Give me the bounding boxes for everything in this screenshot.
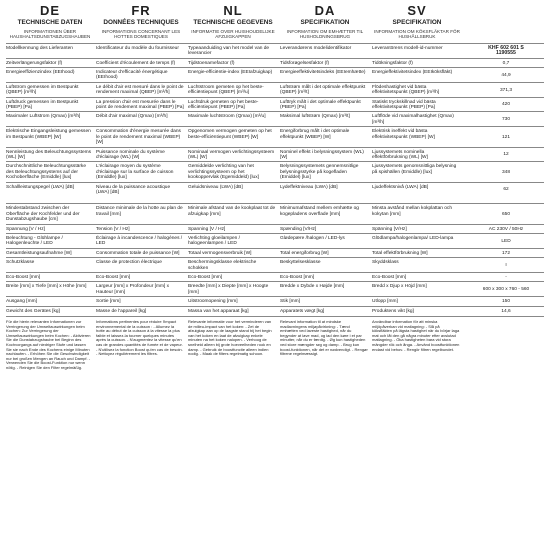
spec-label: Nennleistung des Beleuchtungssystems (WL) [W]: [6, 149, 92, 160]
spec-label: Beleuchtung - Glühlampe / Halogenleuchte / LED: [6, 235, 63, 247]
spec-label: Spanning [V / Hz]: [188, 226, 226, 232]
spec-label: Energiforbrug målt i det optimale effektpunkt (WBEP) [W]: [280, 129, 350, 140]
spec-row: [6, 111, 544, 126]
spec-row: [6, 281, 544, 296]
spec-row: [6, 224, 544, 233]
spec-value: 348: [501, 169, 510, 175]
language-code: DE: [39, 3, 61, 18]
spec-label: Consommation d'énergie mesurée dans le point de rendement maximal (WBEP) [W]: [96, 129, 181, 146]
spec-label: Le débit d'air est mesuré dans le point de rendement maximal (QBEP) [m³/h]: [96, 84, 184, 96]
spec-label: Utlopp [mm]: [372, 299, 398, 305]
spec-label: Glødepære /halogen / LED-lys: [280, 235, 345, 241]
spec-label: Skyddsklass: [372, 260, 399, 266]
language-code: DA: [314, 3, 336, 18]
section-title: DONNÉES TECHNIQUES: [103, 19, 179, 26]
spec-label: Uitstroomopening [mm]: [188, 299, 238, 305]
spec-label: Zeitverlängerungsfaktor (f): [6, 60, 63, 66]
spec-label: Elektrische Eingangsleistung gemessen im Bestpunkt (WBEP) [W]: [6, 129, 91, 140]
spec-value: AC 230V / 50Hz: [488, 226, 524, 232]
language-header-de: [6, 4, 94, 40]
footnote-text: Användbar information för att minska miljöpåverkan vid matlagning: - Slå på köksfläkten på lägsta hastighet när du börjar laga mat och låt den gå några minuter efter avslutad matlagning. - Öka hastigheten bara vid stora mängder rök och ånga. - Använd boostfunktionen endast vid behov. - Rengör filtren regelbundet.: [372, 319, 460, 352]
spec-label: Tidsforøgelsesfaktor (f): [280, 60, 330, 66]
spec-label: Distance minimale de la hotte au plan de travail [mm]: [96, 206, 183, 217]
spec-label: Identificateur du modèle du fournisseur: [96, 45, 179, 51]
spec-label: Geluidsniveau (LWA) [dB]: [188, 184, 243, 190]
spec-label: Gewicht des Gerätes [kg]: [6, 308, 60, 314]
section-subtitle: INFORMATIONEN ÜBER HAUSHALTSDUNSTABZUGSHAUBEN: [9, 29, 91, 40]
spec-label: Energieeffektivitetsindeks (EEIemhætte): [280, 70, 366, 76]
spec-label: Breite [mm] x Tiefe [mm] x Höhe [mm]: [6, 284, 87, 290]
spec-label: Total energiforbrug [W]: [280, 250, 329, 256]
spec-label: Bredd x Djup x Höjd [mm]: [372, 284, 427, 290]
spec-label: Luftstrøm målt i det optimale effektpunkt (QBEP) [m³/t]: [280, 84, 366, 96]
spec-row: [6, 203, 544, 223]
spec-value: I: [505, 262, 507, 268]
spec-label: Elektrisk ineffekt vid bästa effektivitetspunkt (WBEP) [W]: [372, 129, 435, 140]
spec-row: [6, 272, 544, 281]
spec-label: Masse de l'appareil [kg]: [96, 308, 147, 314]
spec-label: Spannung [V / Hz]: [6, 226, 45, 232]
spec-label: Maximale luchtstroom (Qmax) [m³/u]: [188, 114, 266, 120]
spec-label: Tijdstoenamefactor (f): [188, 60, 235, 66]
footnote-text: Für die hierin relevanten Informationen zur Verringerung der Umweltauswirkungen beim Kochen: Zur Verringerung der Umweltauswirkungen beim Kochen: - Aktivieren Sie die Dunstabzugshaube bei Beginn des Kochvorgangs auf niedriger Stufe und lassen Sie sie nach Ende des Kochens einige Minuten nachlaufen. - Erhöhen Sie die Geschwindigkeit nur bei großen Mengen an Rauch und Dampf. - Verwenden Sie die Boost-Funktion nur wenn nötig. - Reinigen Sie den Filter regelmäßig.: [6, 319, 91, 370]
spec-value: 121: [501, 134, 510, 140]
spec-label: Statiskt tryckskillnad vid bästa effektivitetspunkt (PBEP) [Pa]: [372, 99, 436, 111]
section-subtitle: INFORMATIONS CONCERNANT LES HOTTES DOMESTIQUES: [101, 29, 181, 40]
spec-label: Beskyttelsesklasse: [280, 260, 321, 266]
language-header-sv: [372, 4, 462, 40]
language-code: SV: [407, 3, 427, 18]
spec-label: Leverandørens modelidentifikator: [280, 45, 352, 51]
spec-label: Luftdruck gemessen im Bestpunkt (PBEP) [Pa]: [6, 99, 79, 111]
spec-label: Spænding [V/Hz]: [280, 226, 317, 232]
section-title: SPECIFIKATION: [392, 19, 442, 26]
spec-label: Verlichting gloeilampen / halogeenlampen / LED: [188, 235, 240, 247]
spec-label: Bredde x Dybde x Højde [mm]: [280, 284, 345, 290]
spec-row: [6, 58, 544, 67]
spec-value: 0,7: [502, 60, 510, 66]
spec-label: Leverantörens modell-id-nummer: [372, 45, 443, 51]
spec-label: Maksimal luftstrøm (Qmax) [m³/t]: [280, 114, 350, 120]
spec-value: LED: [501, 238, 511, 244]
spec-table: [6, 43, 544, 315]
spec-label: Minimale afstand van de kookplaat tot de afzuigkap [mm]: [188, 206, 276, 217]
section-title: TECHNISCHE DATEN: [17, 19, 83, 26]
spec-label: Durchschnittliche Beleuchtungsstärke des Beleuchtungssystems auf der Kochoberfläche (Emiddle) [lux]: [6, 164, 86, 181]
spec-value: 730: [501, 117, 510, 123]
spec-label: Gemiddelde verlichting van het verlichtingssysteem op het kookoppervlak (Egemiddeld) [lux]: [188, 164, 259, 181]
spec-label: La pression d'air est mesurée dans le point de rendement maximal (PBEP) [Pa]: [96, 99, 184, 111]
footnote-text: Relevante informatie voor het verminderen van de milieu-impact van het koken: - Zet de afzuigkap aan op de laagste stand bij het begin van het koken en laat de afzuigkap enkele minuten na het koken nalopen. - Verhoog de snelheid alleen bij grote hoeveelheden rook en damp. - Gebruik de boostfunctie alleen indien nodig. - Maak de filters regelmatig schoon.: [188, 319, 272, 357]
spec-row: [6, 233, 544, 248]
spec-label: Tidökningsfaktor (f): [372, 60, 413, 66]
spec-label: Apparatets vægt [kg]: [280, 308, 325, 314]
spec-label: Maximaler Luftstrom (Qmax) [m³/h]: [6, 114, 81, 120]
section-subtitle: INFORMATION OM KÖKSFLÄKTAR FÖR HUSHÅLLSBRUK: [374, 29, 460, 40]
spec-label: Energieeffizienzindex (EEIhood): [6, 70, 75, 76]
spec-value: 650: [501, 211, 510, 217]
spec-row: [6, 97, 544, 112]
spec-row: [6, 257, 544, 272]
spec-label: Lydeffektniveau (LWA) [dB]: [280, 184, 338, 190]
spec-value: 14,6: [501, 308, 511, 314]
footnote-text: Informations pertinentes pour réduire l'impact environnemental de la cuisson : - Allumez la hotte au début de la cuisson à la vitesse la plus faible et laissez-la tourner quelques minutes après la cuisson. - N'augmentez la vitesse qu'en cas de grandes quantités de fumée et de vapeur. - N'utilisez la fonction Boost qu'en cas de besoin. - Nettoyez régulièrement les filtres.: [96, 319, 183, 357]
spec-label: Total effektförbrukning [W]: [372, 250, 428, 256]
spec-label: Energie-efficiëntie-index (EEIafzuigkap): [188, 70, 273, 76]
spec-value: 44,9: [501, 72, 511, 78]
spec-label: Glödlampa/halogenlampa/ LED-lampa: [372, 235, 454, 241]
spec-value: 12: [503, 152, 509, 158]
spec-row: [6, 248, 544, 257]
spec-label: Beschermingsklasse elektrische schokken: [188, 260, 257, 271]
spec-label: Luftflöde vid maximalhastighet (Qmax) [m³/h]: [372, 114, 454, 125]
spec-label: Produktens vikt [kg]: [372, 308, 414, 314]
language-code: NL: [223, 3, 243, 18]
spec-label: Eco-Boost [mm]: [96, 275, 131, 280]
spec-label: Tension [V / Hz]: [96, 226, 130, 232]
spec-label: Schallleistungspegel (LWA) [dB]: [6, 184, 74, 190]
spec-label: Nominaal vermogen verlichtingssysteem (WL) [W]: [188, 149, 275, 160]
spec-label: Luftstrom gemessen im Bestpunkt (QBEP) [m³/h]: [6, 84, 79, 96]
spec-label: L'éclairage moyen du système d'éclairage sur la surface de cuisson (Emiddle) [lux]: [96, 164, 174, 181]
spec-row: [6, 43, 544, 58]
footnotes: [6, 316, 544, 372]
spec-label: Belysningssystemets gennemsnitlige belysningsstyrke på kogefladen (Emiddel) [lux]: [280, 164, 359, 181]
spec-row: [6, 182, 544, 197]
spec-label: Schutzklasse: [6, 260, 35, 266]
spec-value: 62: [503, 187, 509, 193]
spec-label: Ausgang [mm]: [6, 299, 37, 305]
spec-label: Nominel effekt i belysningssystem (WL) [W]: [280, 149, 364, 160]
header-spacer: [464, 4, 550, 40]
spec-label: Eco-Boost [mm]: [6, 275, 41, 280]
spec-label: Eco-Boost [mm]: [280, 275, 315, 280]
spec-label: Mindestabstand zwischen der Oberfläche der Kochfelder und der Dunstabzugshaube [cm]: [6, 206, 80, 223]
spec-label: Minsta avstånd mellan kokplattan och kokytan [mm]: [372, 206, 452, 217]
section-gap: [6, 196, 544, 203]
spec-label: Energieffektivitetsindex (EEIköksfläkt): [372, 70, 453, 76]
spec-label: Ljussystemets nominella effektförbrukning (WL) [W]: [372, 149, 428, 160]
spec-label: Consommation totale de puissance [W]: [96, 250, 180, 256]
spec-label: Spänning [V/Hz]: [372, 226, 407, 232]
spec-row: [6, 82, 544, 97]
spec-value: 172: [501, 250, 510, 256]
language-header-da: [280, 4, 370, 40]
spec-row: [6, 147, 544, 162]
spec-row: [6, 161, 544, 181]
spec-label: Coefficient d'écoulement de temps (f): [96, 60, 176, 66]
spec-label: Ljudeffektsnivå (LWA) [dB]: [372, 184, 429, 190]
spec-row: [6, 67, 544, 82]
spec-label: Puissance nominale du système d'éclairage (WL) [W]: [96, 149, 165, 160]
spec-label: Ljussystemets genomsnittliga belysning på spishällen (Emiddle) [lux]: [372, 164, 457, 175]
spec-value: 600 x 300 x 760 - 560: [482, 287, 530, 293]
spec-label: Sortie [mm]: [96, 299, 121, 305]
spec-value: 371,3: [499, 87, 512, 93]
spec-label: Eco-Boost [mm]: [372, 275, 407, 280]
language-code: FR: [131, 3, 151, 18]
spec-label: Breedte [mm] x Diepte [mm] x Hoogte [mm]: [188, 284, 269, 295]
language-header-fr: [96, 4, 186, 40]
spec-row: [6, 296, 544, 305]
spec-value: 150: [501, 299, 510, 305]
header-row: [6, 4, 544, 40]
spec-label: Opgenomen vermogen gemeten op het beste-efficiëntiepunt (WBEP) [W]: [188, 129, 272, 140]
section-subtitle: INFORMATIE OVER HUISHOUDELIJKE AFZUIGKAPPEN: [191, 29, 275, 40]
spec-label: Niveau de la puissance acoustique (LWA) [dB]: [96, 184, 171, 195]
spec-value: -: [505, 275, 507, 280]
footnote-text: Relevant information til at mindske madlavningens miljøpåvirkning: - Tænd emhætten ved laveste hastighed, når du begynder at lave mad, og lad den køre i et par minutter, når du er færdig. - Øg kun hastigheden ved store mængder røg og damp. - Brug kun boost-funktionen, når det er nødvendigt. - Rengør filtrene regelmæssigt.: [280, 319, 368, 357]
language-header-nl: [188, 4, 278, 40]
spec-label: Classe de protection électrique: [96, 260, 162, 266]
section-title: SPECIFIKATION: [300, 19, 350, 26]
section-title: TECHNISCHE GEGEVENS: [193, 19, 273, 26]
spec-label: Totaal vermogensverbruik [W]: [188, 250, 252, 256]
spec-row: [6, 126, 544, 146]
spec-label: Flödeshastighet vid bästa effektivitetspunkt (QBEP) [m³/h]: [372, 84, 440, 96]
spec-label: Éclairage à incandescence / halogènes / LED: [96, 235, 183, 247]
spec-label: Indicateur d'efficacité énergétique (EEIhood): [96, 70, 168, 81]
spec-value: 420: [501, 102, 510, 108]
spec-label: Typeaanduiding van het model van de leverancier: [188, 45, 270, 57]
spec-value: KHF 602 601 S 1190555: [488, 44, 524, 57]
spec-label: Minimumafstand mellem emhætte og kogepladens overflade [mm]: [280, 206, 359, 217]
spec-label: Débit d'air maximal (Qmax) [m³/h]: [96, 114, 168, 120]
spec-label: Largeur [mm] x Profondeur [mm] x Hauteur [mm]: [96, 284, 170, 295]
spec-label: Modellkennung des Lieferanten: [6, 45, 73, 51]
spec-row: [6, 306, 544, 315]
spec-label: Lufttryk målt i det optimale effektpunkt (PBEP) [Pa]: [280, 99, 361, 111]
spec-label: Luchtstroom gemeten op het beste-efficiëntiepunt (QBEP) [m³/u]: [188, 84, 264, 96]
spec-label: Stik [mm]: [280, 299, 300, 305]
spec-label: Gesamtleistungsaufnahme [W]: [6, 250, 72, 256]
section-subtitle: INFORMATION OM EMHÆTTER TIL HUSHOLDNINGSBRUG: [286, 29, 364, 40]
spec-label: Eco-Boost [mm]: [188, 275, 223, 280]
spec-label: Luchtdruk gemeten op het beste-efficiëntiepunt (PBEP) [Pa]: [188, 99, 259, 111]
spec-label: Massa van het apparaat [kg]: [188, 308, 249, 314]
